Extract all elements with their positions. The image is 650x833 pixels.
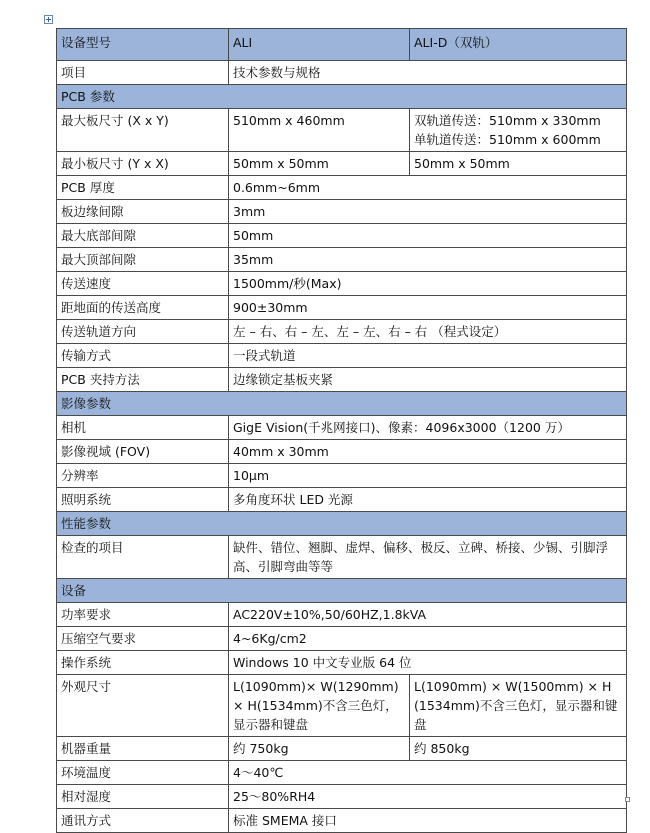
row-value-ali: L(1090mm)× W(1290mm)× H(1534mm)不含三色灯，显示器和键盘 bbox=[229, 675, 410, 737]
row-label: 照明系统 bbox=[57, 488, 229, 512]
row-value: 900±30mm bbox=[229, 296, 627, 320]
row-label: 外观尺寸 bbox=[57, 675, 229, 737]
row-value: 4~6Kg/cm2 bbox=[229, 627, 627, 651]
row-label: 传送轨道方向 bbox=[57, 320, 229, 344]
row-label: 相对湿度 bbox=[57, 785, 229, 809]
row-label: 最大底部间隙 bbox=[57, 224, 229, 248]
row-label: 板边缘间隙 bbox=[57, 200, 229, 224]
table-row bbox=[57, 248, 627, 272]
table-row bbox=[57, 536, 627, 579]
table-row bbox=[57, 272, 627, 296]
section-performance: 性能参数 bbox=[57, 512, 627, 536]
section-imaging: 影像参数 bbox=[57, 392, 627, 416]
row-value: 4～40℃ bbox=[229, 761, 627, 785]
table-row bbox=[57, 224, 627, 248]
table-row bbox=[57, 761, 627, 785]
table-row bbox=[57, 109, 627, 152]
row-value: 边缘锁定基板夹紧 bbox=[229, 368, 627, 392]
row-value-ali: 510mm x 460mm bbox=[229, 109, 410, 152]
row-label: 最大板尺寸 (X x Y) bbox=[57, 109, 229, 152]
header-model-ali: ALI bbox=[229, 29, 410, 61]
row-value: 一段式轨道 bbox=[229, 344, 627, 368]
row-value-alid: 50mm x 50mm bbox=[410, 152, 627, 176]
row-value: AC220V±10%,50/60HZ,1.8kVA bbox=[229, 603, 627, 627]
row-label: 距地面的传送高度 bbox=[57, 296, 229, 320]
row-value: 10μm bbox=[229, 464, 627, 488]
table-row bbox=[57, 416, 627, 440]
section-pcb: PCB 参数 bbox=[57, 85, 627, 109]
row-value-alid bbox=[410, 109, 627, 152]
table-row bbox=[57, 176, 627, 200]
row-value: 缺件、错位、翘脚、虚焊、偏移、极反、立碑、桥接、少锡、引脚浮高、引脚弯曲等等 bbox=[229, 536, 627, 579]
table-row bbox=[57, 320, 627, 344]
row-label: 传送速度 bbox=[57, 272, 229, 296]
row-value-ali: 约 750kg bbox=[229, 737, 410, 761]
row-label: PCB 厚度 bbox=[57, 176, 229, 200]
table-row bbox=[57, 296, 627, 320]
row-label: 机器重量 bbox=[57, 737, 229, 761]
row-label: 环境温度 bbox=[57, 761, 229, 785]
row-value: Windows 10 中文专业版 64 位 bbox=[229, 651, 627, 675]
table-row bbox=[57, 344, 627, 368]
table-row bbox=[57, 61, 627, 85]
row-label: 检查的项目 bbox=[57, 536, 229, 579]
row-value: 25～80%RH4 bbox=[229, 785, 627, 809]
table-row bbox=[57, 809, 627, 833]
row-label: 通讯方式 bbox=[57, 809, 229, 833]
row-label: 相机 bbox=[57, 416, 229, 440]
row-label: PCB 夹持方法 bbox=[57, 368, 229, 392]
table-row bbox=[57, 200, 627, 224]
table-row bbox=[57, 737, 627, 761]
table-row bbox=[57, 603, 627, 627]
row-value: 40mm x 30mm bbox=[229, 440, 627, 464]
section-equipment: 设备 bbox=[57, 579, 627, 603]
row-value: GigE Vision(千兆网接口)、像素：4096x3000（1200 万） bbox=[229, 416, 627, 440]
table-row bbox=[57, 464, 627, 488]
row-label: 传输方式 bbox=[57, 344, 229, 368]
alid-single-track: 单轨道传送：510mm x 600mm bbox=[414, 132, 601, 147]
row-value: 左 – 右、右 – 左、左 – 左、右 – 右 （程式设定） bbox=[229, 320, 627, 344]
section-row bbox=[57, 512, 627, 536]
table-resize-handle[interactable] bbox=[625, 797, 630, 802]
table-row bbox=[57, 368, 627, 392]
header-model-label: 设备型号 bbox=[57, 29, 229, 61]
table-row bbox=[57, 627, 627, 651]
row-value: 3mm bbox=[229, 200, 627, 224]
spec-label: 技术参数与规格 bbox=[229, 61, 627, 85]
alid-dual-track: 双轨道传送：510mm x 330mm bbox=[414, 113, 601, 128]
table-row bbox=[57, 488, 627, 512]
row-label: 最小板尺寸 (Y x X) bbox=[57, 152, 229, 176]
row-label: 影像视域 (FOV) bbox=[57, 440, 229, 464]
row-value: 35mm bbox=[229, 248, 627, 272]
table-row bbox=[57, 152, 627, 176]
table-row bbox=[57, 651, 627, 675]
section-row bbox=[57, 392, 627, 416]
row-label: 功率要求 bbox=[57, 603, 229, 627]
header-model-alid: ALI-D（双轨） bbox=[410, 29, 627, 61]
row-value: 多角度环状 LED 光源 bbox=[229, 488, 627, 512]
row-value-ali: 50mm x 50mm bbox=[229, 152, 410, 176]
section-row bbox=[57, 579, 627, 603]
section-row bbox=[57, 85, 627, 109]
row-value: 标准 SMEMA 接口 bbox=[229, 809, 627, 833]
row-label: 压缩空气要求 bbox=[57, 627, 229, 651]
table-header-row bbox=[57, 29, 627, 61]
row-value: 0.6mm~6mm bbox=[229, 176, 627, 200]
spec-table bbox=[56, 28, 627, 833]
table-row bbox=[57, 675, 627, 737]
row-label: 分辨率 bbox=[57, 464, 229, 488]
row-value: 1500mm/秒(Max) bbox=[229, 272, 627, 296]
row-label: 操作系统 bbox=[57, 651, 229, 675]
row-value: 50mm bbox=[229, 224, 627, 248]
table-move-handle-icon[interactable] bbox=[44, 15, 53, 24]
row-value-alid: L(1090mm) × W(1500mm) × H(1534mm)不含三色灯，显示器和键盘 bbox=[410, 675, 627, 737]
row-value-alid: 约 850kg bbox=[410, 737, 627, 761]
row-label: 最大顶部间隙 bbox=[57, 248, 229, 272]
table-row bbox=[57, 785, 627, 809]
table-row bbox=[57, 440, 627, 464]
item-label: 项目 bbox=[57, 61, 229, 85]
